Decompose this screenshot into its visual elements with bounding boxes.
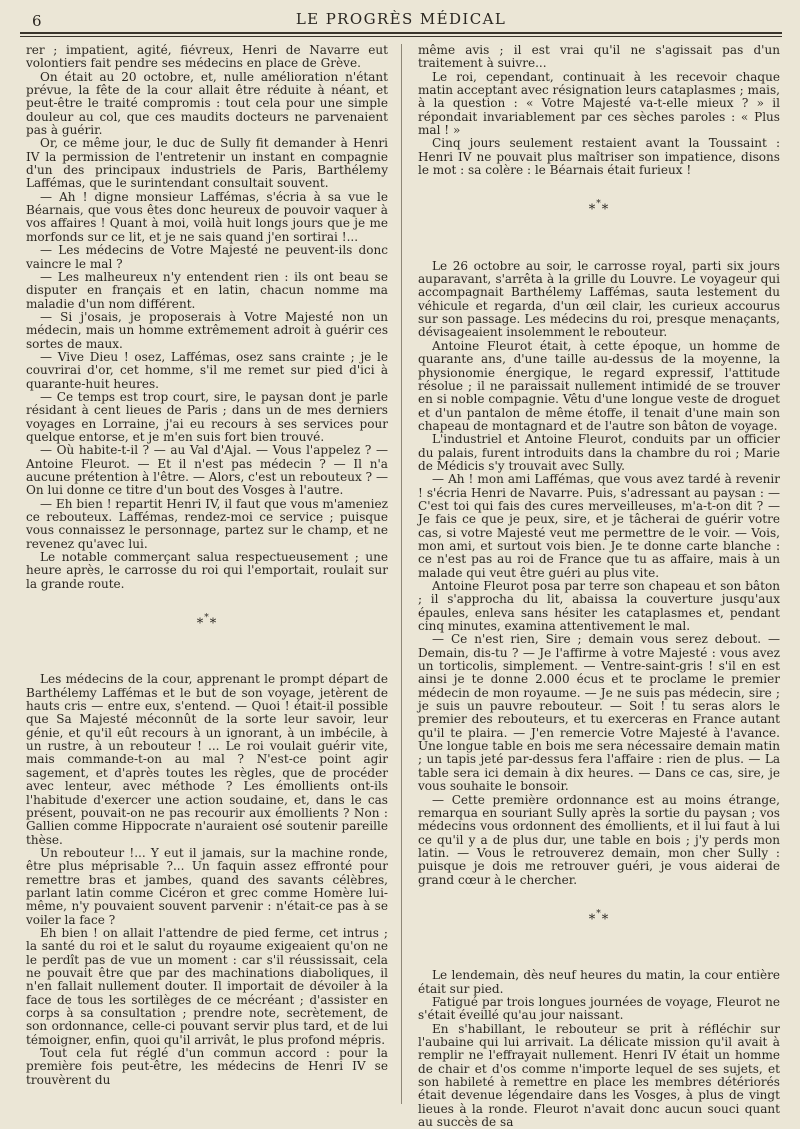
right-column bbox=[418, 43, 780, 1129]
paragraph: Le notable commerçant salua respectueusement ; une heure après, le carrosse du roi qui l'emportait, roulait sur la grande route. bbox=[26, 550, 388, 591]
paragraph: Tout cela fut réglé d'un commun accord : pour la première fois peut-être, les médecins de Henri IV se trouvèrent du bbox=[26, 1046, 388, 1087]
paragraph: Cinq jours seulement restaient avant la Toussaint : Henri IV ne pouvait plus maîtriser son impatience, disons le mot : sa colère : le Béarnais était furieux ! bbox=[418, 136, 780, 178]
paragraph: — Les médecins de Votre Majesté ne peuvent-ils donc vaincre le mal ? bbox=[26, 243, 388, 271]
paragraph: On était au 20 octobre, et, nulle amélioration n'étant prévue, la fête de la cour allait être réduite à néant, et peut-être le traité compromis : tout cela pour une simple douleur au col, que ces maudits docteurs ne parvenaient pas à guérir. bbox=[26, 69, 388, 138]
paragraph: — Vive Dieu ! osez, Laffémas, osez sans crainte ; je le couvrirai d'or, cet homme, s'il me remet sur pied d'ici à quarante-huit heures. bbox=[26, 349, 388, 391]
page-number: 6 bbox=[32, 12, 42, 30]
paragraph: Le lendemain, dès neuf heures du matin, la cour entière était sur pied. bbox=[418, 968, 780, 996]
paragraph: même avis ; il est vrai qu'il ne s'agissait pas d'un traitement à suivre... bbox=[418, 43, 780, 71]
column-divider bbox=[401, 44, 402, 1104]
paragraph: Eh bien ! on allait l'attendre de pied ferme, cet intrus ; la santé du roi et le salut du royaume exigeaient qu'on ne le perdît pas de vue un moment : car s'il réussissait, cela ne pouvait être que par des machinations diaboliques, il n'en fallait nullement douter. Il importait de dévoiler à la face de tous les sortilèges de ce mécréant ; d'assister en corps à sa consultation ; prendre note, secrètement, de son ordonnance, celle-ci pouvant servir plus tard, et de lui témoigner, enfin, quoi qu'il arrivât, le plus profond mépris. bbox=[26, 925, 388, 1047]
paragraph: — Eh bien ! repartit Henri IV, il faut que vous m'ameniez ce rebouteux. Laffémas, rendez-moi ce service ; puisque vous connaissez le personnage, partez sur le champ, et ne revenez qu'avec lui. bbox=[26, 496, 388, 551]
paragraph: — Ah ! digne monsieur Laffémas, s'écria à sa vue le Béarnais, que vous êtes donc heureux de pouvoir vaquer à vos affaires ! Quant à moi, voilà huit longs jours que je me morfonds sur ce lit, et je ne sais quand j'en sortirai !... bbox=[26, 189, 388, 244]
paragraph: rer ; impatient, agité, fiévreux, Henri de Navarre eut volontiers fait pendre ses médecins en place de Grève. bbox=[26, 43, 388, 71]
paragraph: — Cette première ordonnance est au moins étrange, remarqua en souriant Sully après la sortie du paysan ; vos médecins vous ordonnent des émollients, et il lui faut à lui ce qu'il y a de plus dur, une table en bois ; j'y perds mon latin. — Vous le retrouverez demain, mon cher Sully : puisque je dois me retrouver guéri, je vous aiderai de grand cœur à le chercher. bbox=[418, 792, 780, 887]
paragraph: En s'habillant, le rebouteur se prit à réfléchir sur l'aubaine qui lui arrivait. La délicate mission qu'il avait à remplir ne l'effrayait nullement. Henri IV était un homme de chair et d'os comme n'importe lequel de ses sujets, et son habileté à remettre en place les membres détériorés était devenue légendaire dans les Vosges, à plus de vingt lieues à la ronde. Fleurot n'avait donc aucun souci quant au succès de sa bbox=[418, 1021, 780, 1129]
left-column bbox=[26, 44, 388, 1104]
paragraph: — Ce temps est trop court, sire, le paysan dont je parle résidant à cent lieues de Paris ; dans un de mes derniers voyages en Lorraine, j'ai eu recours à ses services pour quelque entorse, et je m'en suis fort bien trouvé. bbox=[26, 389, 388, 444]
paragraph: L'industriel et Antoine Fleurot, conduits par un officier du palais, furent introduits dans la chambre du roi ; Marie de Médicis s'y trouvait avec Sully. bbox=[418, 432, 780, 473]
paragraph: Les médecins de la cour, apprenant le prompt départ de Barthélemy Laffémas et le but de son voyage, jetèrent de hauts cris — entre eux, s'entend. — Quoi ! était-il possible que Sa Majesté méconnût de la sorte leur savoir, leur génie, et qu'il eût recours à un ignorant, à un imbécile, à un rustre, à un rebouteur ! ... Le roi voulait guérir vite, mais commande-t-on au mal ? N'est-ce point agir sagement, et d'après toutes les règles, que de procéder avec lenteur, avec méthode ? Les émollients ont-ils l'habitude d'exercer une action soudaine, et, dans le cas présent, pouvait-on ne pas recourir aux émollients ? Non : Gallien comme Hippocrate n'auraient osé soutenir pareille thèse. bbox=[26, 672, 388, 847]
paragraph: Le 26 octobre au soir, le carrosse royal, parti six jours auparavant, s'arrêta à la grille du Louvre. Le voyageur qui accompagnait Barthélemy Laffémas, sauta lestement du véhicule et regarda, d'un œil clair, les curieux accourus sur son passage. Les médecins du roi, presque menaçants, dévisageaient insolemment le rebouteur. bbox=[418, 258, 780, 340]
paragraph: Un rebouteur !... Y eut il jamais, sur la machine ronde, être plus méprisable ?... Un faquin assez effronté pour remettre bras et jambes, quand des savants célèbres, parlant latin comme Cicéron et grec comme Homère lui-même, n'y pouvaient souvent parvenir : n'était-ce pas à se voiler la face ? bbox=[26, 845, 388, 927]
paragraph: — Où habite-t-il ? — au Val d'Ajal. — Vous l'appelez ? — Antoine Fleurot. — Et il n'est pas médecin ? — Il n'a aucune prétention à l'être. — Alors, c'est un rebouteux ? — On lui donne ce titre d'un bout des Vosges à l'autre. bbox=[26, 443, 388, 498]
paragraph: Fatigué par trois longues journées de voyage, Fleurot ne s'était éveillé qu'au jour naissant. bbox=[418, 994, 780, 1023]
paragraph: — Ah ! mon ami Laffémas, que vous avez tardé à revenir ! s'écria Henri de Navarre. Puis, s'adressant au paysan : — C'est toi qui fais des cures merveilleuses, m'a-t-on dit ? — Je fais ce que je peux, sire, et je tâcherai de guérir votre cas, si votre Majesté veut me permettre de le voir. — Vois, mon ami, et surtout vois bien. Je te donne carte blanche : ce n'est pas au roi de France que tu as affaire, mais à un malade qui veut être guéri au plus vite. bbox=[418, 472, 780, 580]
paragraph: Or, ce même jour, le duc de Sully fit demander à Henri IV la permission de l'entretenir un instant en compagnie d'un des principaux industriels de Paris, Barthélemy Laffémas, que le surintendant consultait souvent. bbox=[26, 136, 388, 191]
paragraph: Le roi, cependant, continuait à les recevoir chaque matin acceptant avec résignation leurs cataplasmes ; mais, à la question : « Votre Majesté va-t-elle mieux ? » il répondait invariablement par ces sèches paroles : « Plus mal ! » bbox=[418, 69, 780, 138]
paragraph: — Si j'osais, je proposerais à Votre Majesté non un médecin, mais un homme extrêmement adroit à guérir ces sortes de maux. bbox=[26, 309, 388, 351]
paragraph: — Ce n'est rien, Sire ; demain vous serez debout. — Demain, dis-tu ? — Je l'affirme à votre Majesté : vous avez un torticolis, simplement. — Ventre-saint-gris ! s'il en est ainsi je te donne 2.000 écus et te proclame le premier médecin de mon royaume. — Je ne suis pas médecin, sire ; je suis un pauvre rebouteur. — Soit ! tu seras alors le premier des rebouteurs, et tu exerceras en France autant qu'il te plaira. — J'en remercie Votre Majesté à l'avance. Une longue table en bois me sera nécessaire demain matin ; un tapis jeté par-dessus fera l'affaire : rien de plus. — La table sera ici demain à dix heures. — Dans ce cas, sire, je vous souhaite le bonsoir. bbox=[418, 632, 780, 794]
section-separator: *** bbox=[588, 908, 610, 928]
header-rule-thick bbox=[20, 32, 782, 34]
section-separator: *** bbox=[196, 613, 218, 632]
paragraph: Antoine Fleurot était, à cette époque, un homme de quarante ans, d'une taille au-dessus de la moyenne, la physionomie énergique, le regard expressif, l'attitude résolue ; il ne paraissait nullement intimidé de se trouver en si noble compagnie. Vêtu d'une longue veste de droguet et d'un pantalon de même étoffe, il tenait d'une main son chapeau de montagnard et de l'autre son bâton de voyage. bbox=[418, 338, 780, 433]
paragraph: — Les malheureux n'y entendent rien : ils ont beau se disputer en français et en latin, chacun nomme ma maladie d'un nom différent. bbox=[26, 269, 388, 311]
section-separator: *** bbox=[588, 199, 610, 218]
page-header bbox=[20, 8, 782, 32]
running-title: LE PROGRÈS MÉDICAL bbox=[295, 10, 507, 28]
header-rule-thin bbox=[20, 36, 782, 37]
paragraph: Antoine Fleurot posa par terre son chapeau et son bâton ; il s'approcha du lit, abaissa la couverture jusqu'aux épaules, enleva sans hésiter les cataplasmes et, pendant cinq minutes, examina attentivement le mal. bbox=[418, 579, 780, 634]
